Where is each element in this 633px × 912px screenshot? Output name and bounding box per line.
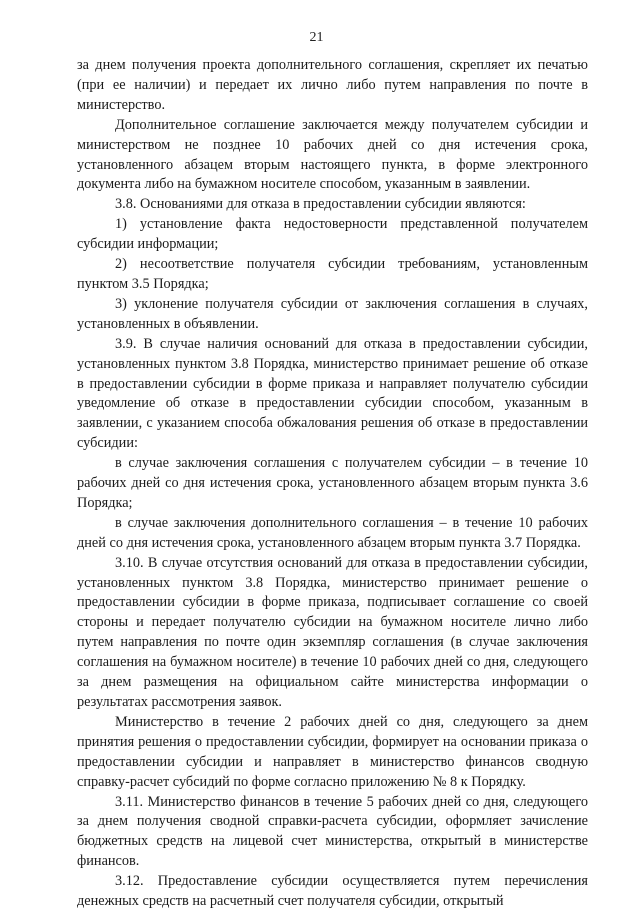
paragraph-3-11: 3.11. Министерство финансов в течение 5 рабочих дней со дня, следующего за днем получения сводной справки-расчета субсидии, оформляет зачисление бюджетных средств на лицевой счет министерства, открытый в министерстве финансов. [77,793,588,870]
list-item-3-8-1: 1) установление факта недостоверности представленной получателем субсидии информации; [77,216,588,253]
paragraph-3-9-case-additional: в случае заключения дополнительного соглашения – в течение 10 рабочих дней со дня истечения срока, установленного абзацем вторым пункта 3.7 Порядка. [77,514,588,551]
paragraph-3-9: 3.9. В случае наличия оснований для отказа в предоставлении субсидии, установленных пунктом 3.8 Порядка, министерство принимает решение об отказе в предоставлении субсидии в форме приказа и направляет получателю субсидии уведомление об отказе в предоставлении субсидии способом, указанным в заявлении, с указанием способа обжалования решения об отказе в предоставлении субсидии: [77,335,588,452]
paragraph-continuation: за днем получения проекта дополнительного соглашения, скрепляет их печатью (при ее наличии) и передает их лично либо путем направления по почте в министерство. [77,57,588,113]
paragraph-3-9-case-agreement: в случае заключения соглашения с получателем субсидии – в течение 10 рабочих дней со дня истечения срока, установленного абзацем вторым пункта 3.6 Порядка; [77,455,588,511]
paragraph-additional-agreement: Дополнительное соглашение заключается между получателем субсидии и министерством не позднее 10 рабочих дней со дня истечения срока, установленного абзацем вторым настоящего пункта, в форме электронного документа либо на бумажном носителе способом, указанным в заявлении. [77,116,588,193]
paragraph-3-8: 3.8. Основаниями для отказа в предоставлении субсидии являются: [115,196,526,213]
list-item-3-8-2: 2) несоответствие получателя субсидии требованиям, установленным пунктом 3.5 Порядка; [77,256,588,292]
list-item-3-8-3: 3) уклонение получателя субсидии от заключения соглашения в случаях, установленных в объявлении. [77,295,588,332]
paragraph-3-12: 3.12. Предоставление субсидии осуществляется путем перечисления денежных средств на расчетный счет получателя субсидии, открытый [77,873,588,910]
paragraph-ministry-summary: Министерство в течение 2 рабочих дней со дня, следующего за днем принятия решения о предоставлении субсидии, формирует на основании приказа о предоставлении субсидии и направляет в министерство финансов сводную справку-расчет субсидий по форме согласно приложению № 8 к Порядку. [77,713,588,790]
paragraph-3-10: 3.10. В случае отсутствия оснований для отказа в предоставлении субсидии, установленных пунктом 3.8 Порядка, министерство принимает решение о предоставлении субсидии в форме приказа, подписывает соглашение со своей стороны и передает получателю субсидии на бумажном носителе лично либо путем направления по почте один экземпляр соглашения (в случае заключения соглашения на бумажном носителе) в течение 10 рабочих дней со дня, следующего за днем размещения на официальном сайте министерства информации о результатах рассмотрения заявок. [77,554,588,710]
document-body [77,56,588,912]
page-number: 21 [309,30,324,45]
